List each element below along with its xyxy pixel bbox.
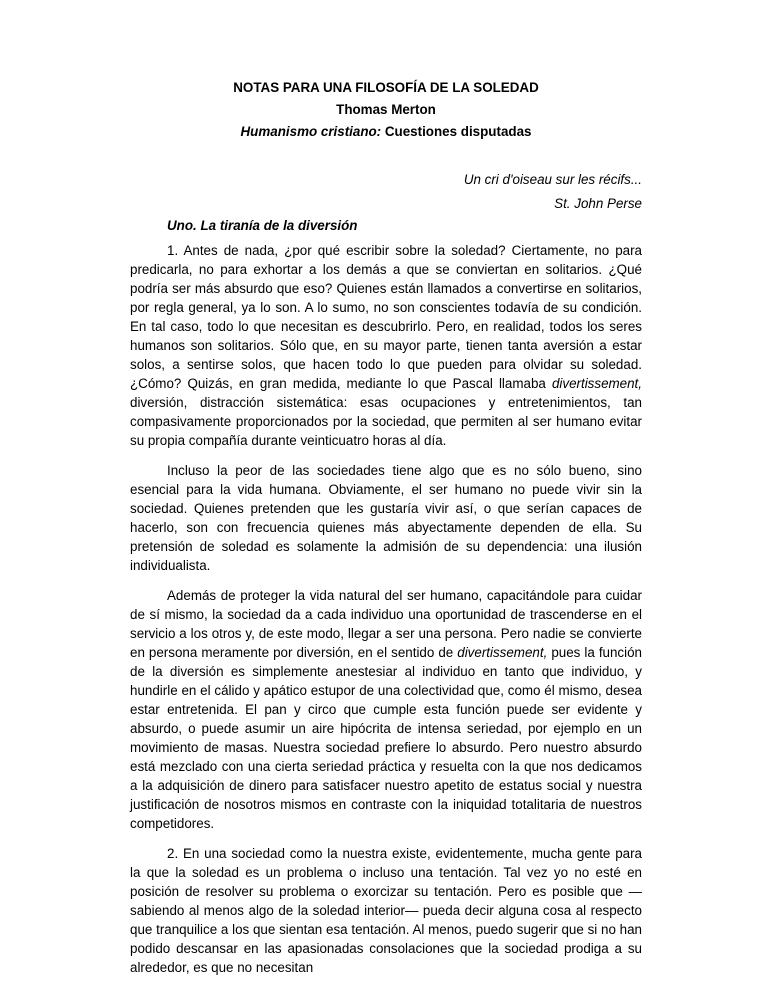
book-subtitle: [130, 122, 642, 141]
document-title: NOTAS PARA UNA FILOSOFÍA DE LA SOLEDAD: [233, 80, 539, 95]
epigraph-quote: Un cri d'oiseau sur les récifs...: [463, 172, 642, 187]
paragraph-4: 2. En una sociedad como la nuestra existe, evidentemente, mucha gente para la que la soledad es un problema o incluso una tentación. Tal vez yo no esté en posición de resolver su problema o exorcizar su tentación. Pero es posible que —sabiendo al menos algo de la soledad interior— pueda decir alguna cosa al respecto que tranquilice a los que sientan esa tentación. Al menos, puedo sugerir que si no han podido descansar en las apasionadas consolaciones que la sociedad prodiga a su alrededor, es que no necesitan: [130, 846, 642, 975]
book-title-rest: Cuestiones disputadas: [381, 124, 532, 139]
author-name: Thomas Merton: [336, 102, 436, 117]
paragraph-1: [130, 241, 642, 450]
book-title-italic: Humanismo cristiano:: [240, 124, 382, 139]
paragraph-3: [130, 586, 642, 833]
paragraph-1-text-b: diversión, distracción sistemática: esas ocupaciones y entretenimientos, tan compasivamente proporcionados por la sociedad, que permiten al ser humano evitar su propia compañía durante veinticuatro horas al día.: [130, 395, 642, 448]
paragraph-1-text-a: 1. Antes de nada, ¿por qué escribir sobre la soledad? Ciertamente, no para predicarla, no para exhortar a los demás a que se conviertan en solitarios. ¿Qué podría ser más absurdo que eso? Quienes están llamados a convertirse en solitarios, por regla general, ya lo son. A lo sumo, no son conscientes todavía de su condición. En tal caso, todo lo que necesitan es descubrirlo. Pero, en realidad, todos los seres humanos son solitarios. Sólo que, en su mayor parte, tienen tanta aversión a estar solos, a sentirse solos, que hacen todo lo que pueden para olvidar su soledad. ¿Cómo? Quizás, en gran medida, mediante lo que Pascal llamaba: [130, 243, 642, 391]
section-heading: Uno. La tiranía de la diversión: [167, 218, 358, 233]
paragraph-3-text-b: pues la función de la diversión es simplemente anestesiar al individuo en tanto que individuo, y hundirle en el cálido y apático estupor de una colectividad que, como él mismo, desea estar entretenida. El pan y circo que cumple esta función puede ser evidente y absurdo, o puede asumir un aire hipócrita de intensa seriedad, por ejemplo en un movimiento de masas. Nuestra sociedad prefiere lo absurdo. Pero nuestro absurdo está mezclado con una cierta seriedad práctica y resuelta con la que nos dedicamos a la adquisición de dinero para satisfacer nuestro apetito de estatus social y nuestra justificación de nosotros mismos en contraste con la iniquidad totalitaria de nuestros competidores.: [130, 645, 642, 831]
paragraph-3-text-a: Además de proteger la vida natural del ser humano, capacitándole para cuidar de sí mismo, la sociedad da a cada individuo una oportunidad de trascenderse en el servicio a los otros y, de este modo, llegar a ser una persona. Pero nadie se convierte en persona meramente por diversión, en el sentido de: [130, 588, 642, 660]
paragraph-2: Incluso la peor de las sociedades tiene algo que es no sólo bueno, sino esencial para la vida humana. Obviamente, el ser humano no puede vivir sin la sociedad. Quienes pretenden que les gustaría vivir así, o que serían capaces de hacerlo, son con frecuencia quienes más abyectamente dependen de ella. Su pretensión de soledad es solamente la admisión de su dependencia: una ilusión individualista.: [130, 463, 642, 573]
document-page: [130, 78, 642, 977]
paragraph-1-emphasis: divertissement,: [551, 376, 642, 391]
epigraph-attribution: St. John Perse: [554, 196, 642, 211]
paragraph-3-emphasis: divertissement,: [457, 645, 548, 660]
